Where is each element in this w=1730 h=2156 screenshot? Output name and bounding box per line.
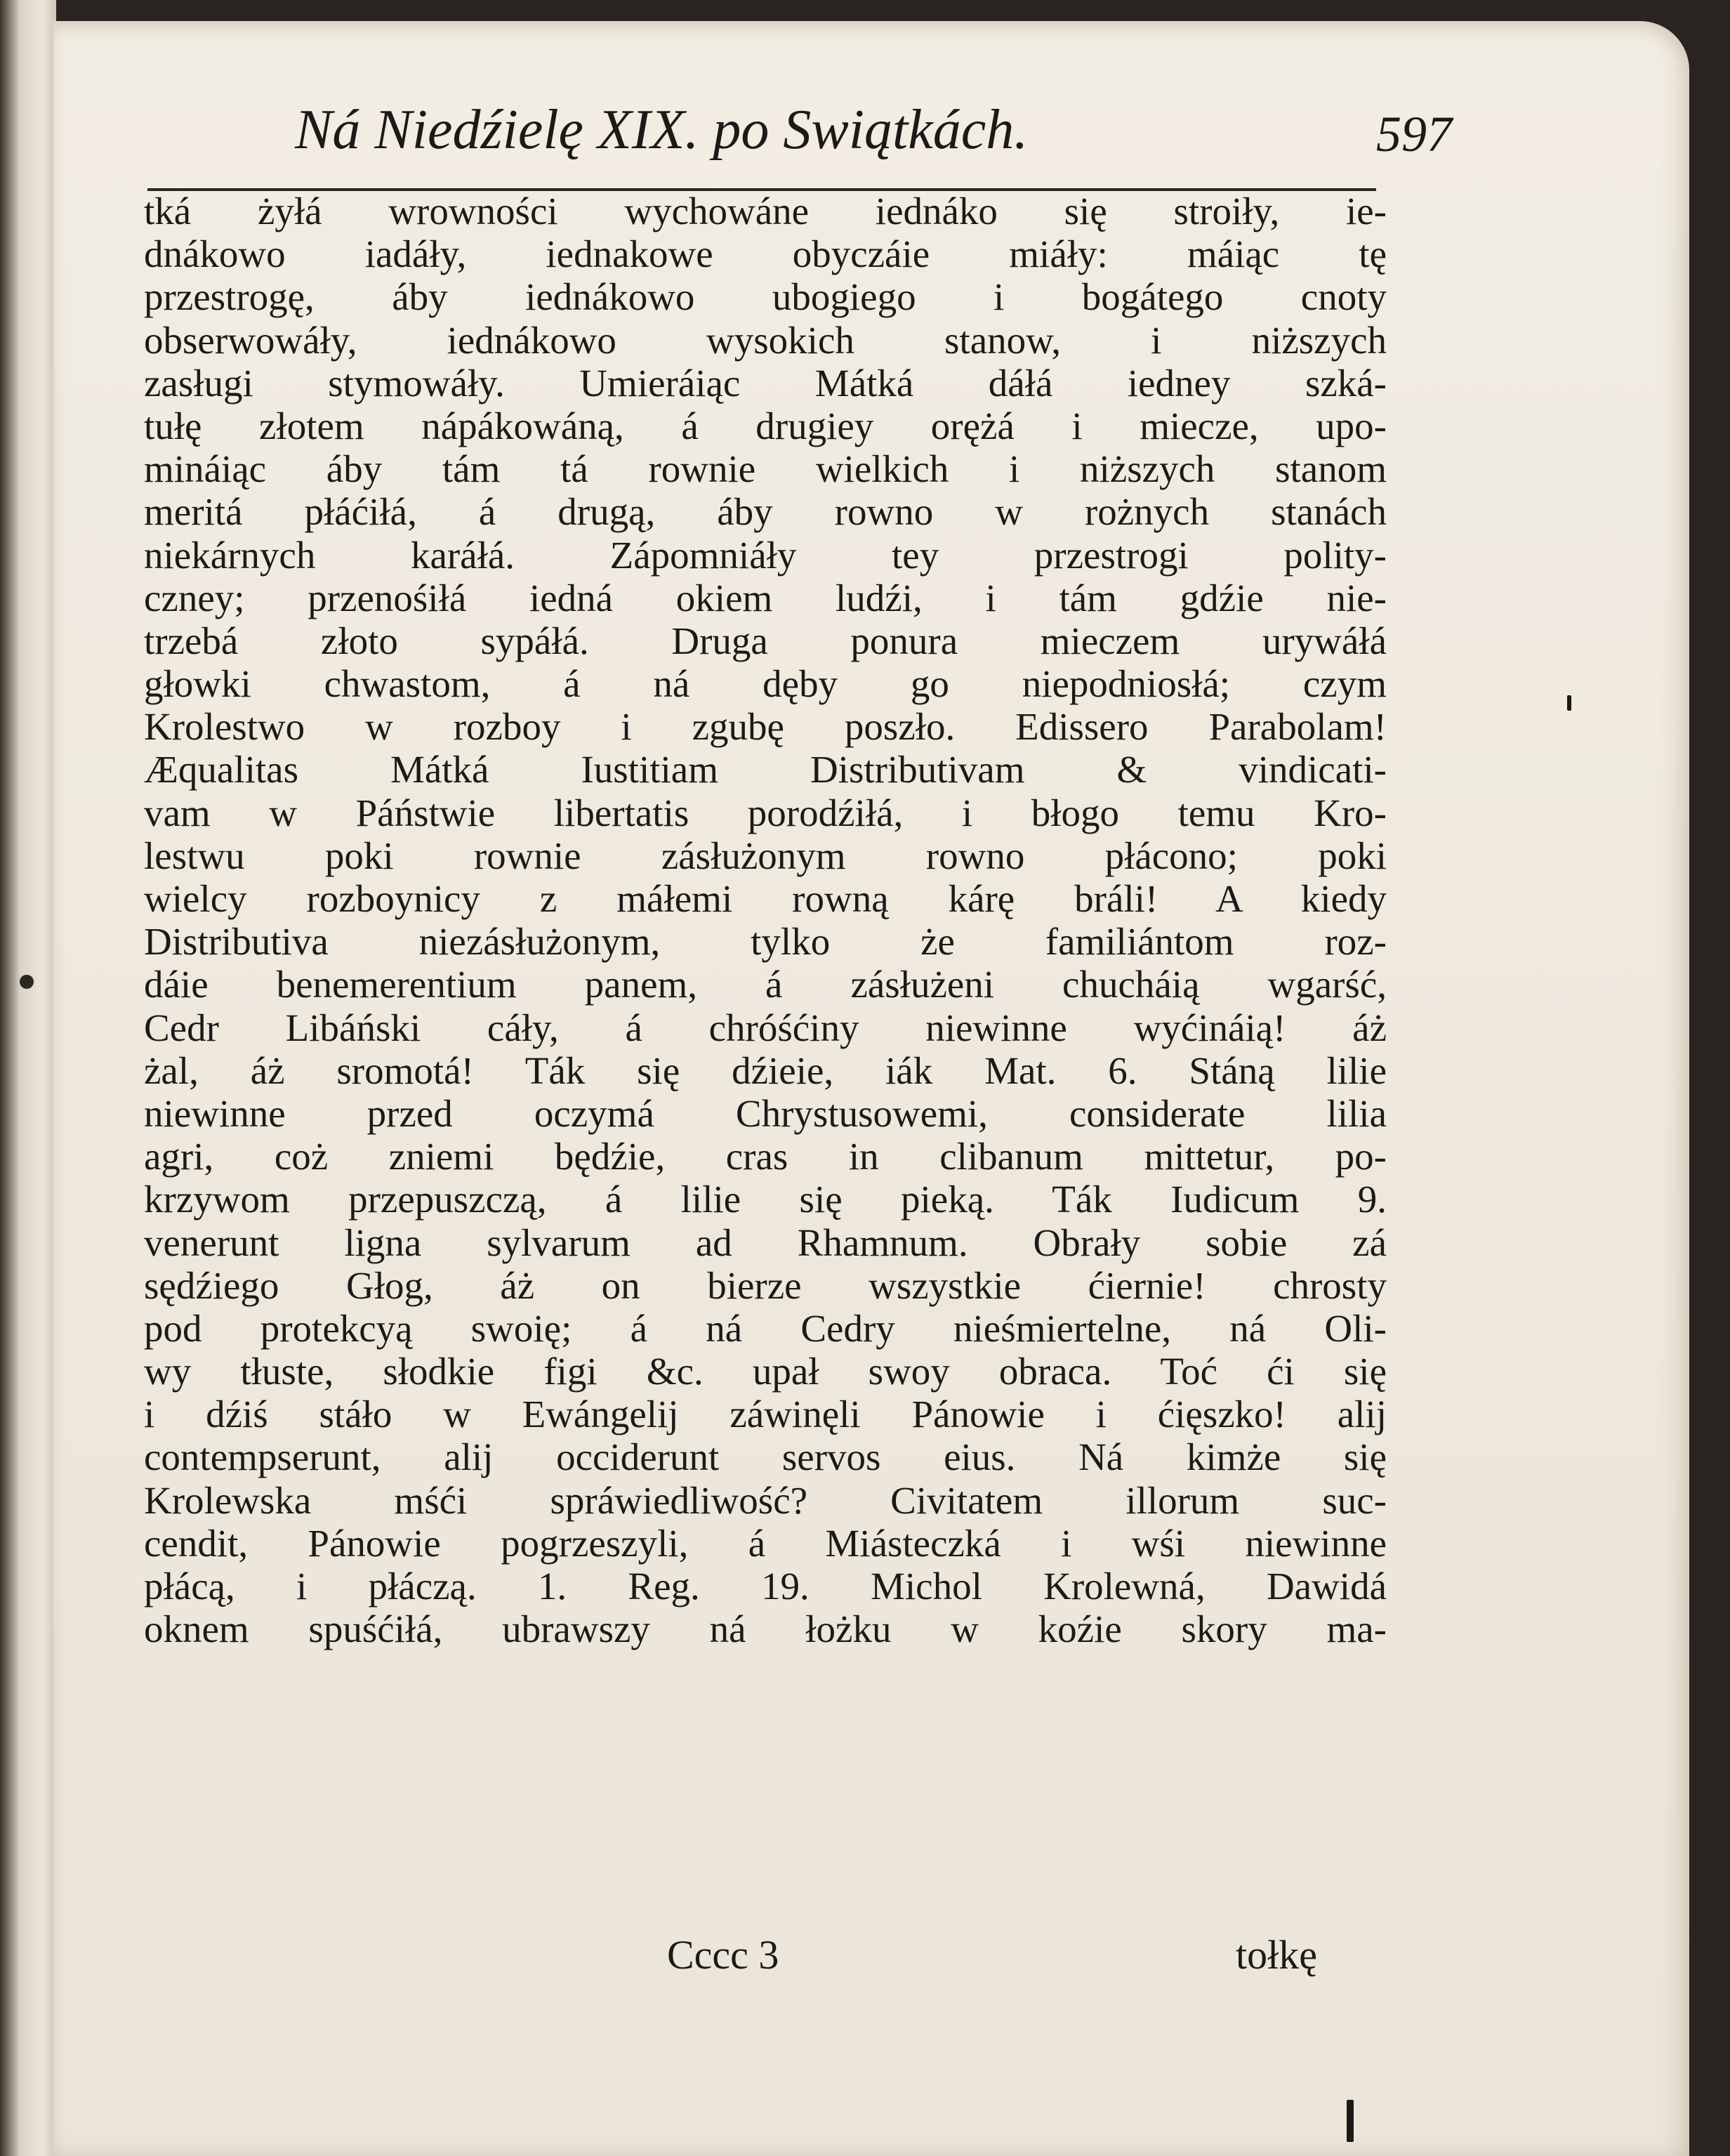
- ink-speck: [1347, 2100, 1354, 2142]
- text-line: tułę złotem nápákowáną, á drugiey orężá i miecze, upo-: [144, 404, 1387, 447]
- text-line: głowki chwastom, á ná dęby go niepodniosłá; czym: [144, 662, 1387, 706]
- ink-dot: [20, 975, 34, 989]
- body-text: [144, 190, 1387, 1650]
- text-line: dáie benemerentium panem, á zásłużeni chucháią wgarść,: [144, 963, 1387, 1006]
- text-line: wy tłuste, słodkie figi &c. upał swoy obraca. Toć ći się: [144, 1350, 1387, 1393]
- ink-speck: [1567, 695, 1571, 711]
- text-line: Distributiva niezásłużonym, tylko że familiántom roz-: [144, 920, 1387, 964]
- text-line: sędźiego Głog, áż on bierze wszystkie ćiernie! chrosty: [144, 1263, 1387, 1307]
- text-line: Cedr Libáński cáły, á chróśćiny niewinne wyćináią! áż: [144, 1006, 1387, 1049]
- text-line: dnákowo iadáły, iednakowe obyczáie miáły: máiąc tę: [144, 232, 1387, 276]
- facing-page-edge: [0, 0, 56, 2156]
- text-line: niekárnych karáłá. Zápomniáły tey przestrogi polity-: [144, 533, 1387, 577]
- text-line: vam w Páństwie libertatis porodźiłá, i błogo temu Kro-: [144, 791, 1387, 834]
- text-line: contempserunt, alij occiderunt servos eius. Ná kimże się: [144, 1435, 1387, 1479]
- text-line: lestwu poki rownie zásłużonym rowno płácono; poki: [144, 834, 1387, 877]
- text-line: Krolestwo w rozboy i zgubę poszło. Edissero Parabolam!: [144, 705, 1387, 749]
- text-line: Æqualitas Mátká Iustitiam Distributivam & vindicati-: [144, 748, 1387, 791]
- signature-mark: Cccc 3: [667, 1932, 779, 1978]
- text-line: i dźiś stáło w Ewángelij záwinęli Pánowie i ćięszko! alij: [144, 1393, 1387, 1436]
- running-title: Ná Niedźielę XIX. po Swiątkách.: [295, 99, 1029, 161]
- text-line: płácą, i płáczą. 1. Reg. 19. Michol Krolewná, Dawidá: [144, 1565, 1387, 1608]
- text-line: Krolewska mśći spráwiedliwość? Civitatem illorum suc-: [144, 1478, 1387, 1522]
- text-line: krzywom przepuszczą, á lilie się pieką. Ták Iudicum 9.: [144, 1178, 1387, 1221]
- text-line: niewinne przed oczymá Chrystusowemi, considerate lilia: [144, 1091, 1387, 1135]
- text-line: cendit, Pánowie pogrzeszyli, á Miásteczká i wśi niewinne: [144, 1521, 1387, 1565]
- text-line: agri, coż zniemi będźie, cras in clibanum mittetur, po-: [144, 1135, 1387, 1178]
- text-line: przestrogę, áby iednákowo ubogiego i bogátego cnoty: [144, 275, 1387, 319]
- text-line: tká żyłá wrowności wychowáne iednáko się stroiły, ie-: [144, 190, 1387, 232]
- text-line: zasługi stymowáły. Umieráiąc Mátká dáłá iedney szká-: [144, 361, 1387, 405]
- text-line: wielcy rozboynicy z máłemi rowną kárę bráli! A kiedy: [144, 877, 1387, 920]
- text-line: meritá płáćiłá, á drugą, áby rowno w rożnych stanách: [144, 490, 1387, 534]
- text-line: czney; przenośiłá iedná okiem ludźi, i tám gdźie nie-: [144, 576, 1387, 619]
- text-line: obserwowáły, iednákowo wysokich stanow, i niższych: [144, 318, 1387, 362]
- text-line: oknem spuśćiłá, ubrawszy ná łożku w koźie skory ma-: [144, 1608, 1387, 1651]
- catchword: tołkę: [1236, 1932, 1317, 1978]
- text-line: mináiąc áby tám tá rownie wielkich i niższych stanom: [144, 447, 1387, 491]
- text-line: trzebá złoto sypáłá. Druga ponura mieczem urywáłá: [144, 619, 1387, 662]
- text-line: żal, áż sromotá! Ták się dźieie, iák Mat. 6. Stáną lilie: [144, 1049, 1387, 1092]
- page-number: 597: [1376, 106, 1452, 162]
- text-line: pod protekcyą swoię; á ná Cedry nieśmiertelne, ná Oli-: [144, 1306, 1387, 1350]
- text-line: venerunt ligna sylvarum ad Rhamnum. Obrały sobie zá: [144, 1221, 1387, 1264]
